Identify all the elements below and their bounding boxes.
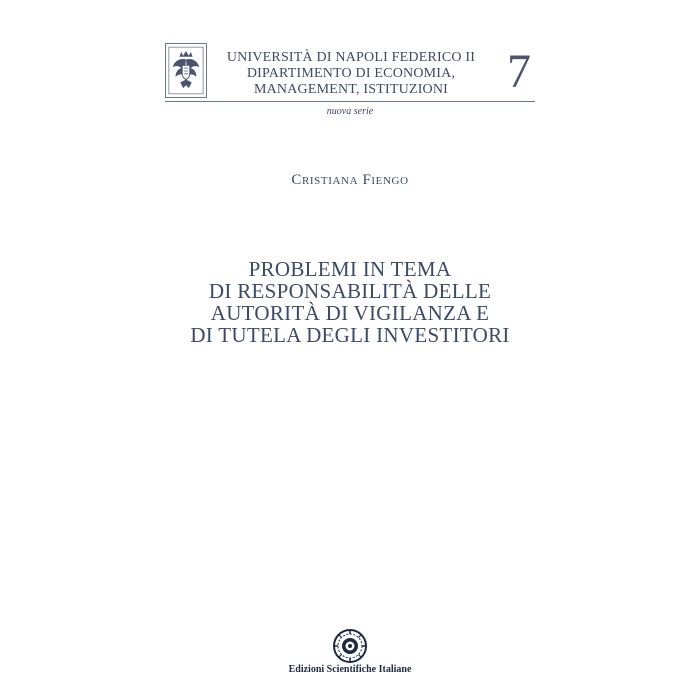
title-line-2: DI RESPONSABILITÀ DELLE <box>208 279 492 303</box>
author-name: Cristiana Fiengo <box>291 172 409 188</box>
title-line-1: PROBLEMI IN TEMA <box>248 257 452 281</box>
university-line-1: UNIVERSITÀ DI NAPOLI FEDERICO II <box>226 50 476 65</box>
series-number: 7 <box>507 45 531 98</box>
university-line-2: DIPARTIMENTO DI ECONOMIA, <box>246 66 456 81</box>
publisher-name: Edizioni Scientifiche Italiane <box>288 664 412 675</box>
title-line-3: AUTORITÀ DI VIGILANZA E <box>210 301 490 325</box>
publisher-logo-icon <box>332 628 368 664</box>
university-crest-icon <box>165 43 207 98</box>
book-title <box>170 258 530 346</box>
university-heading <box>212 50 490 98</box>
university-line-3: MANAGEMENT, ISTITUZIONI <box>253 82 449 97</box>
header-divider <box>165 101 535 102</box>
series-label: nuova serie <box>326 106 374 117</box>
title-line-4: DI TUTELA DEGLI INVESTITORI <box>190 323 510 347</box>
